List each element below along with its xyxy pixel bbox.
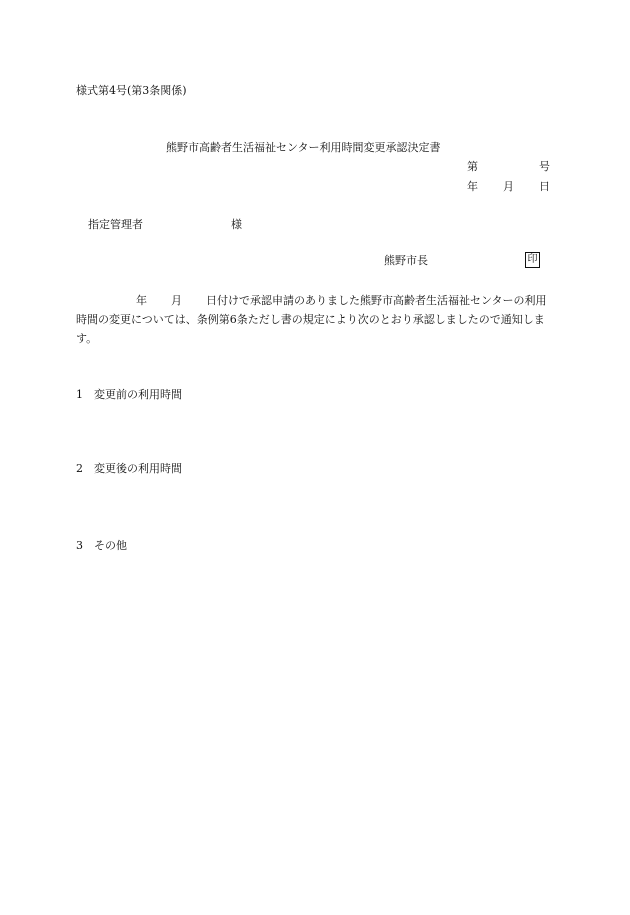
document-title: 熊野市高齢者生活福祉センター利用時間変更承認決定書: [166, 141, 441, 154]
section-3-label: その他: [94, 539, 127, 552]
body-paragraph: [76, 291, 556, 348]
section-3-number: 3: [76, 539, 83, 552]
doc-number-prefix: 第: [467, 160, 478, 173]
body-year: 年: [136, 294, 147, 307]
section-1-label: 変更前の利用時間: [94, 388, 182, 401]
section-2-number: 2: [76, 462, 83, 475]
section-1: [76, 389, 182, 400]
section-3: [76, 540, 127, 551]
date-day-label: 日: [539, 180, 550, 193]
body-text: 日付けで承認申請のありました熊野市高齢者生活福祉センターの利用時間の変更については、条例第6条ただし書の規定により次のとおり承認しましたので通知します。: [76, 294, 547, 345]
seal-stamp: [525, 252, 540, 268]
issuer-name: 熊野市長: [384, 254, 428, 267]
section-1-number: 1: [76, 388, 83, 401]
doc-number-suffix: 号: [539, 160, 550, 173]
body-month: 月: [171, 294, 182, 307]
date-year-label: 年: [467, 180, 478, 193]
section-2: [76, 463, 182, 474]
seal-label: 印: [527, 254, 538, 265]
addressee-honorific: 様: [231, 218, 242, 231]
section-2-label: 変更後の利用時間: [94, 462, 182, 475]
date-month-label: 月: [503, 180, 514, 193]
form-number: 様式第4号(第3条関係): [76, 84, 187, 97]
addressee-name: 指定管理者: [88, 218, 143, 231]
